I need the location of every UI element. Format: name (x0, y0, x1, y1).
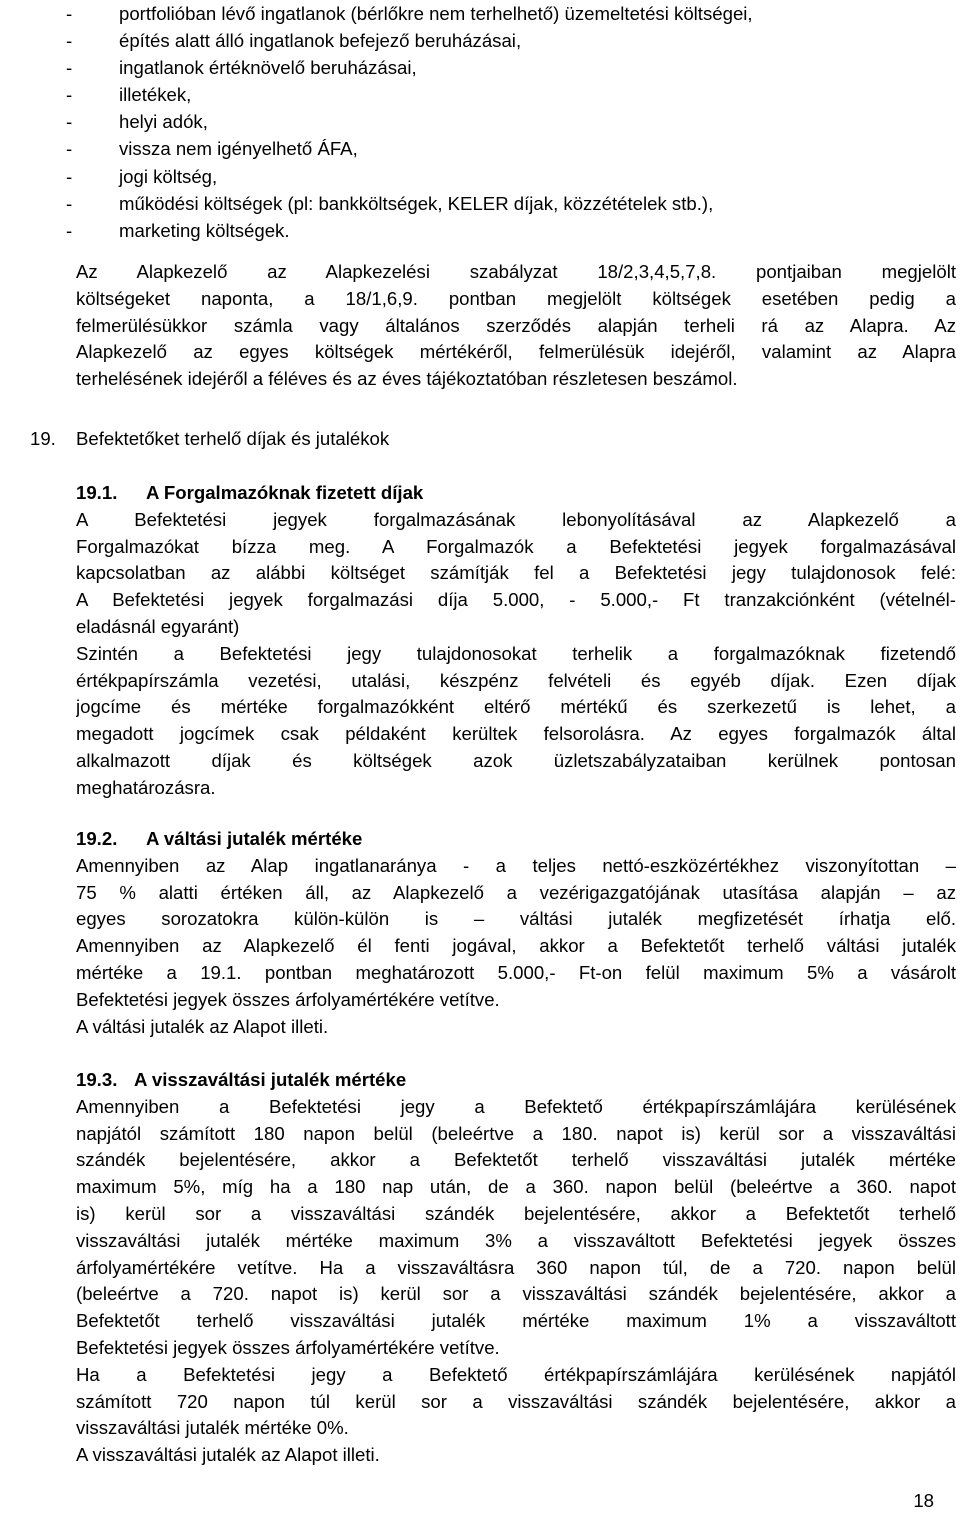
list-dash: - (66, 138, 73, 160)
section-title: Befektetőket terhelő díjak és jutalékok (76, 428, 390, 449)
paragraph-line: meghatározásra. (76, 776, 216, 798)
list-item (66, 217, 946, 244)
list-dash: - (66, 192, 73, 214)
paragraph-line: Befektetési jegyek összes árfolyamértékére vetítve. (76, 1336, 500, 1358)
paragraph-line: A Befektetési jegyek forgalmazási díja 5.000, - 5.000,- Ft tranzakciónként (vételnél- (76, 589, 956, 611)
paragraph-line: Befektetőt terhelő visszaváltási jutalék mértéke maximum 1% a visszaváltott (76, 1310, 956, 1332)
paragraph-line: (beleértve a 720. napot is) kerül sor a visszaváltási szándék bejelentésére, akkor a (76, 1283, 956, 1305)
subsection-title: A váltási jutalék mértéke (146, 828, 363, 849)
list-item (66, 163, 946, 190)
page-number: 18 (913, 1490, 934, 1511)
paragraph-line: árfolyamértékére vetítve. Ha a visszaváltásra 360 napon túl, de a 720. napon belül (76, 1256, 956, 1278)
paragraph-line: A Befektetési jegyek forgalmazásának lebonyolításával az Alapkezelő a (76, 508, 956, 530)
paragraph-line: számított 720 napon túl kerül sor a visszaváltási szándék bejelentésére, akkor a (76, 1390, 956, 1412)
subsection-heading (76, 1067, 956, 1094)
paragraph-line: szándék bejelentésére, akkor a Befektetőt terhelő visszaváltási jutalék mértéke (76, 1149, 956, 1171)
paragraph-line: 75 % alatti értéken áll, az Alapkezelő a vezérigazgatójának utasítása alapján – az (76, 881, 956, 903)
paragraph-line: jogcíme és mértéke forgalmazókként eltérő mértékű és szerkezetű is lehet, a (76, 696, 956, 718)
list-item (66, 54, 946, 81)
section-number: 19. (30, 428, 56, 449)
subsection-number: 19.2. (76, 828, 118, 849)
paragraph-line: A váltási jutalék az Alapot illeti. (76, 1015, 329, 1037)
paragraph-line: visszaváltási jutalék mértéke maximum 3% a visszaváltott Befektetési jegyek összes (76, 1229, 956, 1251)
paragraph-line: Alapkezelő az egyes költségek mértékéről, felmerülésük idejéről, valamint az Alapra (76, 341, 956, 363)
list-item-text: építés alatt álló ingatlanok befejező beruházásai, (119, 30, 522, 52)
subsection-number: 19.3. (76, 1069, 118, 1090)
paragraph-line: kapcsolatban az alábbi költséget számítják fel a Befektetési jegy tulajdonosok felé: (76, 562, 956, 584)
paragraph-line: eladásnál egyaránt) (76, 615, 240, 637)
list-item-text: marketing költségek. (119, 219, 290, 241)
list-item-text: illetékek, (119, 84, 192, 106)
paragraph-line: visszaváltási jutalék mértéke 0%. (76, 1417, 349, 1439)
paragraph-line: Ha a Befektetési jegy a Befektető értékpapírszámlájára kerülésének napjától (76, 1363, 956, 1385)
section-19-1 (76, 480, 956, 802)
paragraph-line: maximum 5%, míg ha a 180 nap után, de a 360. napon belül (beleértve a 360. napot (76, 1176, 956, 1198)
paragraph-line: költségeket naponta, a 18/1,6,9. pontban megjelölt költségek esetében pedig a (76, 287, 956, 309)
paragraph-line: Amennyiben a Befektetési jegy a Befektető értékpapírszámlájára kerülésének (76, 1095, 956, 1117)
list-item (66, 190, 946, 217)
paragraph-line: Befektetési jegyek összes árfolyamértékére vetítve. (76, 988, 500, 1010)
paragraph-line: napjától számított 180 napon belül (beleértve a 180. napot is) kerül sor a visszaváltási (76, 1122, 956, 1144)
paragraph-line: megadott jogcímek csak példaként kerültek felsorolásra. Az egyes forgalmazók által (76, 723, 956, 745)
list-dash: - (66, 165, 73, 187)
paragraph-line: terhelésének idejéről a féléves és az éves tájékoztatóban részletesen beszámol. (76, 368, 738, 390)
list-item (66, 81, 946, 108)
list-item-text: jogi költség, (119, 165, 218, 187)
list-item-text: vissza nem igényelhető ÁFA, (119, 138, 358, 160)
paragraph-line: Az Alapkezelő az Alapkezelési szabályzat 18/2,3,4,5,7,8. pontjaiban megjelölt (76, 261, 956, 282)
paragraph-line: felmerülésükkor számla vagy általános szerződés alapján terheli rá az Alapra. Az (76, 314, 956, 336)
paragraph-line: alkalmazott díjak és költségek azok üzletszabályzataiban kerülnek pontosan (76, 749, 956, 771)
paragraph-line: egyes sorozatokra külön-külön is – váltási jutalék megfizetését írhatja elő. (76, 908, 956, 930)
paragraph-line: mértéke a 19.1. pontban meghatározott 5.000,- Ft-on felül maximum 5% a vásárolt (76, 961, 956, 983)
subsection-title: A Forgalmazóknak fizetett díjak (146, 482, 424, 503)
list-dash: - (66, 3, 73, 24)
list-dash: - (66, 30, 73, 52)
list-dash: - (66, 219, 73, 241)
list-item-text: portfolióban lévő ingatlanok (bérlőkre nem terhelhető) üzemeltetési költségei, (119, 3, 753, 24)
cost-list (66, 0, 946, 244)
section-19-3 (76, 1067, 956, 1469)
list-item (66, 27, 946, 54)
subsection-title: A visszaváltási jutalék mértéke (134, 1069, 407, 1090)
paragraph-line: A visszaváltási jutalék az Alapot illeti. (76, 1444, 380, 1466)
paragraph-line: Amennyiben az Alap ingatlanaránya - a teljes nettó-eszközértékhez viszonyítottan – (76, 854, 956, 876)
paragraph-line: értékpapírszámla vezetési, utalási, készpénz felvételi és egyéb díjak. Ezen díjak (76, 669, 956, 691)
cost-charging-paragraph (76, 259, 956, 393)
section-19-2 (76, 826, 956, 1040)
list-dash: - (66, 111, 73, 133)
paragraph-line: is) kerül sor a visszaváltási szándék bejelentésére, akkor a Befektetőt terhelő (76, 1202, 956, 1224)
subsection-heading (76, 826, 956, 853)
list-item (66, 0, 946, 27)
subsection-number: 19.1. (76, 482, 118, 503)
list-item-text: működési költségek (pl: bankköltségek, KELER díjak, közzétételek stb.), (119, 192, 714, 214)
list-dash: - (66, 57, 73, 79)
list-item (66, 108, 946, 135)
list-item (66, 135, 946, 162)
paragraph-line: Szintén a Befektetési jegy tulajdonosokat terhelik a forgalmazóknak fizetendő (76, 642, 956, 664)
subsection-heading (76, 480, 956, 507)
paragraph-line: Forgalmazókat bízza meg. A Forgalmazók a Befektetési jegyek forgalmazásával (76, 535, 956, 557)
list-dash: - (66, 84, 73, 106)
paragraph-line: Amennyiben az Alapkezelő él fenti jogával, akkor a Befektetőt terhelő váltási jutalék (76, 935, 956, 957)
list-item-text: ingatlanok értéknövelő beruházásai, (119, 57, 417, 79)
section-heading-19 (30, 425, 389, 452)
list-item-text: helyi adók, (119, 111, 208, 133)
